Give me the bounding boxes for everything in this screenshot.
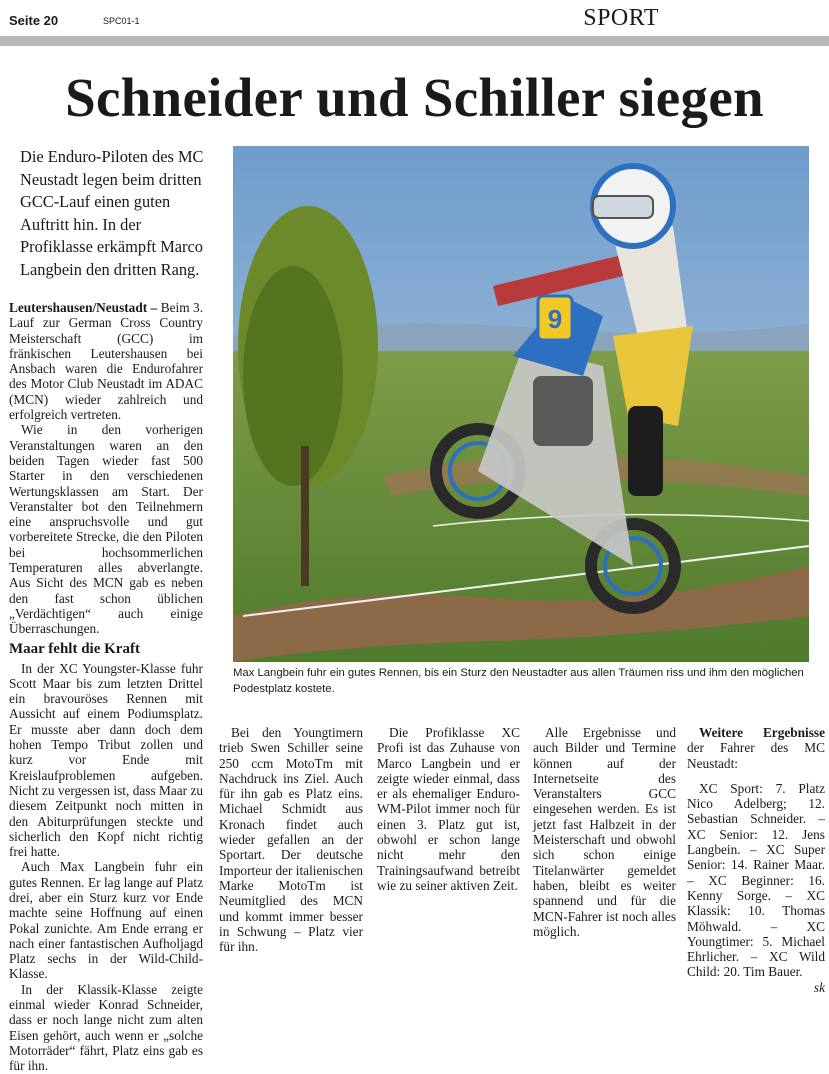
article-column-2 xyxy=(219,725,363,954)
motocross-photo-illustration xyxy=(233,146,809,662)
header-rule xyxy=(0,36,829,46)
photo-caption: Max Langbein fuhr ein gutes Rennen, bis ein Sturz den Neustadter aus allen Träumen riss und ihm den möglichen Podestplatz kostete. xyxy=(233,667,804,695)
section-title: SPORT xyxy=(583,5,659,31)
dateline: Leutershausen/Neustadt – xyxy=(9,300,158,315)
article-headline: Schneider und Schiller siegen xyxy=(65,67,764,128)
results-list: XC Sport: 7. Platz Nico Adelberg; 12. Sebastian Schneider. – XC Senior: 12. Jens Langbein. – XC Super Senior: 14. Rainer Maar. – XC Beginner: 16. Kenny Sorge. – XC Klassik: 10. Thomas Möhwald. – XC Youngtimer: 5. Michael Ehrlicher. – XC Wild Child: 20. Tim Bauer. xyxy=(687,780,825,980)
article-paragraph: Die Profiklasse XC Profi ist das Zuhause von Marco Langbein und er zeigte wieder einmal, dass er als ehemaliger Enduro-WM-Pilot immer noch für einen 3. Platz gut ist, obwohl er schon lange nicht mehr den Trainingsaufwand betreibt wie zu seiner aktiven Zeit. xyxy=(377,725,520,893)
plate-number: 9 xyxy=(547,304,563,334)
results-label: Weitere Ergebnisse xyxy=(699,725,825,740)
article-subheading: Maar fehlt die Kraft xyxy=(9,640,140,657)
article-lead: Die Enduro-Piloten des MC Neustadt legen beim dritten GCC-Lauf einen guten Auftritt hin. In der Profiklasse erkämpft Marco Langbein den dritten Rang. xyxy=(20,147,204,279)
article-column-3 xyxy=(377,725,520,893)
page-number: Seite 20 xyxy=(9,13,59,28)
article-paragraph: Auch Max Langbein fuhr ein gutes Rennen. Er lag lange auf Platz drei, aber ein Sturz kurz vor Ende machte seine Hoffnung auf einen Pokal zunichte. Am Ende errang er nach einer fantastischen Aufholjagd Platz sechs in der Wild-Child-Klasse. xyxy=(9,859,203,982)
article-photo xyxy=(233,146,809,662)
article-paragraph: Bei den Youngtimern trieb Swen Schiller seine 250 ccm MotoTm mit Nachdruck ins Ziel. Auch für ihn gab es Platz eins. Michael Schmidt aus Kronach findet auch wieder gefallen an der Sportart. Der deutsche Importeur der italienischen Marke MotoTm ist Neumitglied des MCN und kommt immer besser in Schwung – Platz vier für ihn. xyxy=(219,725,363,955)
article-paragraph: Wie in den vorherigen Veranstaltungen waren an den beiden Tagen wieder fast 500 Starter in den verschiedenen Wertungsklassen am Start. Der Veranstalter bot den Teilnehmern eine anspruchsvolle und gut vorbereitete Strecke, die den Piloten bei hochsommerlichen Temperaturen alles abverlangte. Aus Sicht des MCN gab es neben den fast schon üblichen „Verdächtigen“ auch einige Überraschungen. xyxy=(9,422,203,637)
article-paragraph: In der Klassik-Klasse zeigte einmal wieder Konrad Schneider, dass er noch lange nicht zum alten Eisen gehört, auch wenn er „solche Motorräder“ fährt, Platz eins gab es für ihn. xyxy=(9,981,203,1074)
page-code: SPC01-1 xyxy=(103,16,140,26)
article-column-4 xyxy=(533,725,676,939)
article-column-1 xyxy=(9,300,203,1074)
article-paragraph: Leutershausen/Neustadt – Beim 3. Lauf zur German Cross Country Meisterschaft (GCC) im fränkischen Leutershausen bei Ansbach waren die Endurofahrer des Motor Club Neustadt im ADAC (MCN) wieder zahlreich und erfolgreich vertreten. xyxy=(9,300,204,423)
article-column-5 xyxy=(687,725,825,995)
author-signature: sk xyxy=(813,979,825,995)
article-paragraph: In der XC Youngster-Klasse fuhr Scott Maar bis zum letzten Drittel ein bravouröses Rennen mit Aussicht auf einem Podiumsplatz. Er musste aber dann doch dem hohen Tempo Tribut zollen und kurz vor Ende mit Kreislaufproblemen aufgeben. Nicht zu vergessen ist, dass Maar zu diesem Zeitpunkt noch mitten in den Abiturprüfungen steckte und sicherlich den Kopf nicht richtig frei hatte. xyxy=(9,660,203,860)
article-paragraph: Alle Ergebnisse und auch Bilder und Termine können auf der Internetseite des Veranstalters GCC eingesehen werden. Es ist jetzt fast Halbzeit in der Meisterschaft und obwohl sich schon einige Titelanwärter gemeldet haben, bleibt es weiter spannend und für die MCN-Fahrer ist noch alles möglich. xyxy=(533,725,676,939)
results-block: Weitere Ergebnisse der Fahrer des MC Neustadt: xyxy=(687,725,825,771)
